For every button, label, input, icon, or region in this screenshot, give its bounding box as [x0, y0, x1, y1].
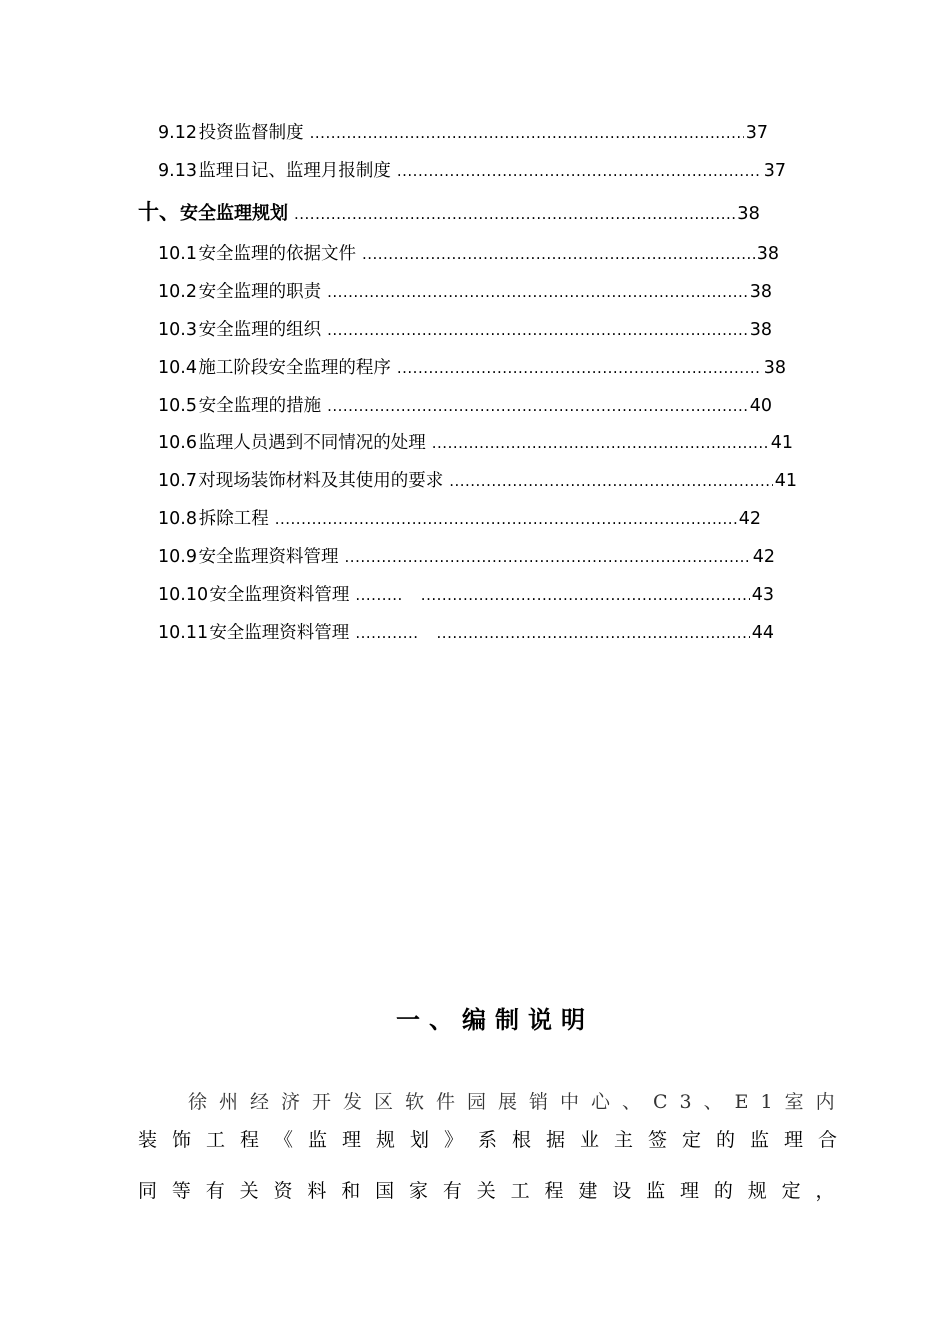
toc-chapter-number: 十、 [138, 200, 180, 224]
toc-entry-chapter[interactable] [138, 201, 760, 225]
toc-page-number: 38 [756, 244, 779, 264]
toc-entry-title: 投资监督制度 [198, 123, 304, 143]
toc-entry-number: 10.1 [158, 244, 197, 264]
toc-entry[interactable] [158, 281, 772, 303]
body-text-line: 徐州经济开发区软件园展销中心、C3、E1室内 [188, 1091, 847, 1113]
toc-dot-leader [310, 122, 744, 144]
toc-dot-leader [449, 470, 773, 492]
toc-entry[interactable] [158, 243, 779, 265]
toc-entry[interactable] [158, 622, 774, 644]
toc-page-number: 40 [749, 396, 772, 416]
toc-page-number: 38 [749, 320, 772, 340]
toc-entry-title: 安全监理的措施 [198, 396, 322, 416]
toc-page-number: 44 [751, 623, 774, 643]
toc-entry-title: 监理日记、监理月报制度 [198, 161, 391, 181]
toc-entry[interactable] [158, 122, 768, 144]
toc-entry-number: 10.3 [158, 320, 197, 340]
toc-entry[interactable] [158, 584, 774, 606]
toc-dot-leader [421, 584, 750, 606]
toc-entry-title: 监理人员遇到不同情况的处理 [198, 433, 426, 453]
toc-entry-title: 安全监理资料管理 [198, 547, 339, 567]
toc-chapter-title: 安全监理规划 [180, 203, 288, 224]
toc-entry-number: 10.7 [158, 471, 197, 491]
toc-entry[interactable] [158, 470, 797, 492]
toc-entry[interactable] [158, 319, 772, 341]
toc-entry[interactable] [158, 357, 786, 379]
toc-entry-number: 9.13 [158, 161, 197, 181]
toc-entry-title: 安全监理资料管理 [209, 623, 350, 643]
toc-entry-number: 10.2 [158, 282, 197, 302]
toc-entry-number: 10.11 [158, 623, 209, 643]
toc-page-number: 37 [763, 161, 786, 181]
toc-entry-title: 施工阶段安全监理的程序 [198, 358, 391, 378]
toc-entry[interactable] [158, 160, 786, 182]
toc-page-number: 42 [752, 547, 775, 567]
toc-entry-title: 安全监理的依据文件 [198, 244, 356, 264]
toc-page-number: 38 [737, 203, 760, 224]
toc-dot-leader [362, 243, 755, 265]
toc-dot-leader [294, 203, 735, 225]
toc-entry-number: 10.8 [158, 509, 197, 529]
toc-page-number: 38 [763, 358, 786, 378]
toc-entry[interactable] [158, 395, 772, 417]
toc-page-number: 41 [774, 471, 797, 491]
toc-entry-number: 10.6 [158, 433, 197, 453]
body-text-line: 装饰工程《监理规划》系根据业主签定的监理合 [138, 1129, 845, 1151]
toc-dot-leader [345, 546, 751, 568]
toc-page-number: 43 [751, 585, 774, 605]
toc-dot-leader [327, 319, 748, 341]
body-text-line: 同等有关资料和国家有关工程建设监理的规定， [138, 1180, 845, 1202]
toc-dot-leader [432, 432, 769, 454]
toc-entry-number: 10.10 [158, 585, 209, 605]
toc-entry[interactable] [158, 432, 793, 454]
toc-entry-title: 安全监理资料管理 [209, 585, 350, 605]
toc-entry-number: 9.12 [158, 123, 197, 143]
toc-entry-title: 安全监理的组织 [198, 320, 322, 340]
toc-dot-leader [397, 160, 762, 182]
toc-page-number: 37 [745, 123, 768, 143]
toc-dot-leader [327, 395, 748, 417]
toc-entry-number: 10.9 [158, 547, 197, 567]
toc-page-number: 42 [738, 509, 761, 529]
toc-entry-title: 拆除工程 [198, 509, 269, 529]
toc-dot-leader [437, 622, 750, 644]
toc-page-number: 38 [749, 282, 772, 302]
toc-dot-leader [275, 508, 737, 530]
toc-dot-leader: ......... [355, 586, 403, 604]
toc-entry-number: 10.4 [158, 358, 197, 378]
toc-page-number: 41 [770, 433, 793, 453]
section-heading: 一、编制说明 [396, 1006, 594, 1034]
toc-dot-leader [397, 357, 762, 379]
toc-entry-title: 对现场装饰材料及其使用的要求 [198, 471, 444, 491]
toc-dot-leader: ............ [355, 624, 419, 642]
toc-entry[interactable] [158, 546, 775, 568]
toc-entry-number: 10.5 [158, 396, 197, 416]
toc-dot-leader [327, 281, 748, 303]
toc-entry-title: 安全监理的职责 [198, 282, 322, 302]
toc-entry[interactable] [158, 508, 761, 530]
